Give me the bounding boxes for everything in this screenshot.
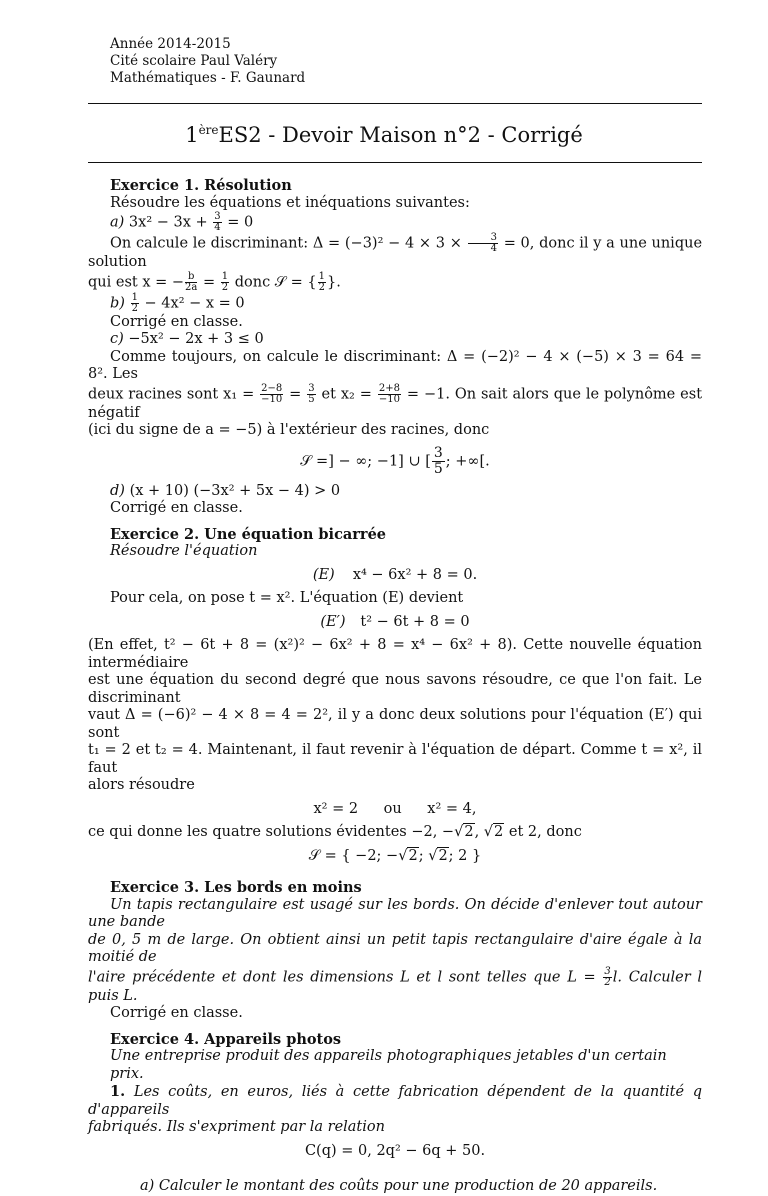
exercise-2-p3: ce qui donne les quatre solutions évidentes −2, −√2, √2 et 2, donc [88, 824, 582, 840]
exercise-1-c-solution-set: 𝒮 =] − ∞; −1] ∪ [ $\frac{3}{5}$ ; +∞[. [300, 444, 490, 477]
exercise-2-p2-line3: vaut Δ = (−6)² − 4 × 8 = 4 = 2², il y a donc deux solutions pour l'équation (E′) qui sont [88, 707, 702, 741]
exercise-1-a-solution: On calcule le discriminant: Δ = (−3)² − 4 × 3 × $\frac{3}{4}$ = 0, donc il y a une unique solution [88, 232, 703, 270]
exercise-2-intro: Résoudre l'équation [110, 543, 258, 559]
exercise-1-intro: Résoudre les équations et inéquations suivantes: [110, 194, 470, 211]
exercise-1-c-solution-2: deux racines sont x₁ = $\frac{2-8}{-10}$ = $\frac{3}{5}$ et x₂ = $\frac{2+8}{-10}$ = −1. On sait alors que le polynôme est négatif [88, 382, 703, 421]
exercise-1-b-solution: Corrigé en classe. [110, 313, 243, 330]
exercise-1-d: d) (x + 10) (−3x² + 5x − 4) > 0 [110, 482, 341, 499]
exercise-2-p2-line2: est une équation du second degré que nous savons résoudre, ce que l'on fait. Le discriminant [88, 672, 702, 706]
exercise-4-q1-cont: fabriqués. Ils s'expriment par la relation [88, 1119, 385, 1135]
exercise-1-c-solution-3: (ici du signe de a = −5) à l'extérieur des racines, donc [88, 422, 490, 438]
exercise-4-qa: a) Calculer le montant des coûts pour une production de 20 appareils. [140, 1178, 658, 1194]
document-header [110, 36, 305, 87]
exercise-1-d-solution: Corrigé en classe. [110, 500, 243, 516]
exercise-2-p2-line1: (En effet, t² − 6t + 8 = (x²)² − 6x² + 8 = x⁴ − 6x² + 8). Cette nouvelle équation intermédiaire [88, 637, 702, 671]
page-title: 1èreES2 - Devoir Maison n°2 - Corrigé [185, 123, 583, 147]
exercise-3-heading: Exercice 3. Les bords en moins [110, 879, 362, 896]
exercise-3-line3: l'aire précédente et dont les dimensions L et l sont telles que L = $\frac{3}{2}$ l. Calculer l puis L. [88, 965, 703, 1004]
exercise-2-p2-line5: alors résoudre [88, 777, 195, 793]
top-rule [88, 103, 702, 104]
exercise-1-a-solution-cont: qui est x = − $\frac{b}{2a}$ = $\frac{1}{2}$ donc 𝒮 = { $\frac{1}{2}$ }. [88, 270, 341, 293]
exercise-2-equations: x² = 2 ou x² = 4, [313, 800, 477, 817]
exercise-3-solution: Corrigé en classe. [110, 1005, 243, 1021]
exercise-1-b: b) $\frac{1}{2}$ − 4x² − x = 0 [110, 291, 245, 314]
equation-e-prime: (E′) t² − 6t + 8 = 0 [320, 613, 470, 630]
cost-formula: C(q) = 0, 2q² − 6q + 50. [304, 1142, 486, 1159]
exercise-3-line1: Un tapis rectangulaire est usagé sur les bords. On décide d'enlever tout autour une bande [88, 896, 702, 930]
equation-e: (E) x⁴ − 6x² + 8 = 0. [312, 566, 478, 583]
exercise-3-line2: de 0, 5 m de large. On obtient ainsi un petit tapis rectangulaire d'aire égale à la moitié de [88, 931, 702, 965]
exercise-2-p1: Pour cela, on pose t = x². L'équation (E) devient [110, 590, 464, 606]
exercise-1-c-solution-1: Comme toujours, on calcule le discriminant: Δ = (−2)² − 4 × (−5) × 3 = 64 = 8². Les [88, 348, 702, 382]
course-teacher: Mathématiques - F. Gaunard [110, 70, 306, 86]
exercise-2-solution-set: 𝒮 = { −2; −√2; √2; 2 } [308, 847, 482, 864]
exercise-4-q1: 1. Les coûts, en euros, liés à cette fabrication dépendent de la quantité q d'appareils [88, 1083, 703, 1118]
exercise-1-heading: Exercice 1. Résolution [110, 177, 292, 194]
exercise-4-heading: Exercice 4. Appareils photos [110, 1030, 342, 1048]
exercise-2-p2-line4: t₁ = 2 et t₂ = 4. Maintenant, il faut revenir à l'équation de départ. Comme t = x², il faut [88, 742, 702, 776]
exercise-2-heading: Exercice 2. Une équation bicarrée [110, 525, 387, 543]
school-name: Cité scolaire Paul Valéry [110, 53, 278, 69]
school-year: Année 2014-2015 [110, 36, 231, 52]
document-body [88, 177, 702, 1196]
exercise-1-a: a) 3x² − 3x + $\frac{3}{4}$ = 0 [110, 211, 254, 233]
title-rule [88, 162, 702, 163]
exercise-4-intro: Une entreprise produit des appareils photographiques jetables d'un certain prix. [110, 1048, 667, 1082]
exercise-1-c: c) −5x² − 2x + 3 ≤ 0 [110, 331, 264, 347]
